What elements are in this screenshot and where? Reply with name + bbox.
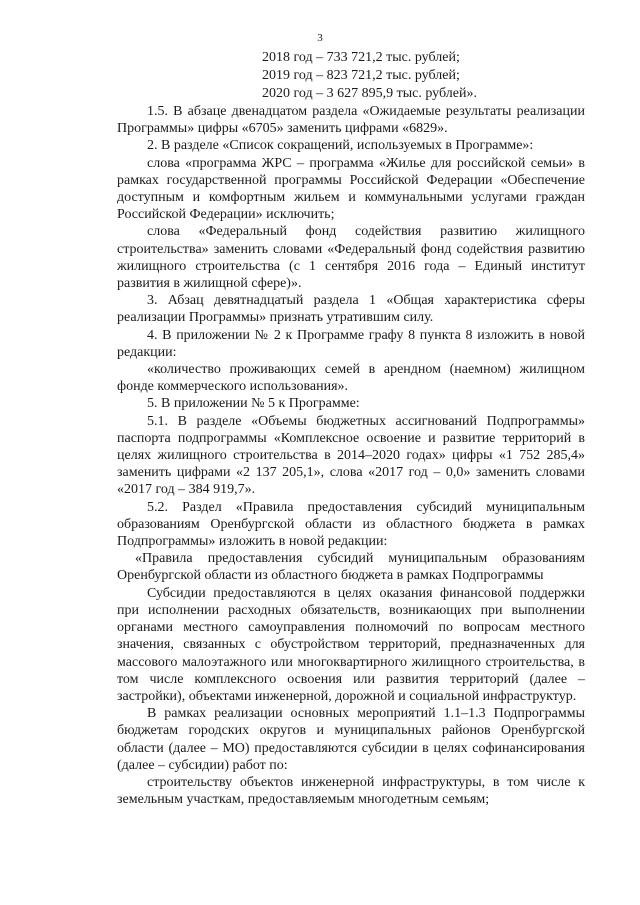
paragraph: «количество проживающих семей в арендном (наемном) жилищном фонде коммерческого использования». [117,362,585,395]
body-text [117,103,585,808]
quoted-heading: «Правила предоставления субсидий муниципальным образованиям Оренбургской области из областного бюджета в рамках Подпрограммы [117,551,585,584]
paragraph: 5.2. Раздел «Правила предоставления субсидий муниципальным образованиям Оренбургской области из областного бюджета в рамках Подпрограммы» изложить в новой редакции: [117,499,585,550]
paragraph: 1.5. В абзаце двенадцатом раздела «Ожидаемые результаты реализации Программы» цифры «6705» заменить цифрами «6829». [117,104,585,137]
paragraph: В рамках реализации основных мероприятий 1.1–1.3 Подпрограммы бюджетам городских округов и муниципальных районов Оренбургской области (далее – МО) предоставляются субсидии в целях софинансирования (далее – субсидии) работ по: [117,706,585,773]
paragraph: слова «программа ЖРС – программа «Жилье для российской семьи» в рамках государственной программы Российской Федерации «Обеспечение доступным и комфортным жильем и коммунальными услугами граждан Российской Федерации» исключить; [117,155,585,223]
paragraph: строительству объектов инженерной инфраструктуры, в том числе к земельным участкам, предоставляемым многодетным семьям; [117,774,585,808]
page-number: 3 [317,32,323,44]
paragraph: 5.1. В разделе «Объемы бюджетных ассигнований Подпрограммы» паспорта подпрограммы «Комплексное освоение и развитие территорий в целях жилищного строительства в 2014–2020 годах» цифры «1 752 285,4» заменить цифрами «2 137 205,1», слова «2017 год – 0,0» заменить словами «2017 год – 384 919,7». [117,413,585,498]
list-item-2020: 2020 год – 3 627 895,9 тыс. рублей». [262,86,477,101]
paragraph: 4. В приложении № 2 к Программе графу 8 пункта 8 изложить в новой редакции: [117,327,585,360]
list-item-2019: 2019 год – 823 721,2 тыс. рублей; [262,68,460,83]
paragraph: 5. В приложении № 5 к Программе: [147,396,360,412]
list-item-2018: 2018 год – 733 721,2 тыс. рублей; [262,50,460,65]
paragraph: слова «Федеральный фонд содействия развитию жилищного строительства» заменить словами «Федеральный фонд содействия развитию жилищного строительства (с 1 сентября 2016 года – Единый институт развития в жилищной сфере)». [117,224,585,292]
paragraph: 2. В разделе «Список сокращений, используемых в Программе»: [147,138,534,154]
paragraph: Субсидии предоставляются в целях оказания финансовой поддержки при исполнении расходных обязательств, возникающих при выполнении органами местного самоуправления полномочий по вопросам местного значения, связанных с обустройством территорий, предназначенных для массового малоэтажного или многоквартирного жилищного строительства, в том числе комплексного освоения или развития территорий (далее – застройки), объектами инженерной, дорожной и социальной инфраструктур. [117,585,585,704]
paragraph: 3. Абзац девятнадцатый раздела 1 «Общая характеристика сферы реализации Программы» признать утратившим силу. [117,293,585,326]
